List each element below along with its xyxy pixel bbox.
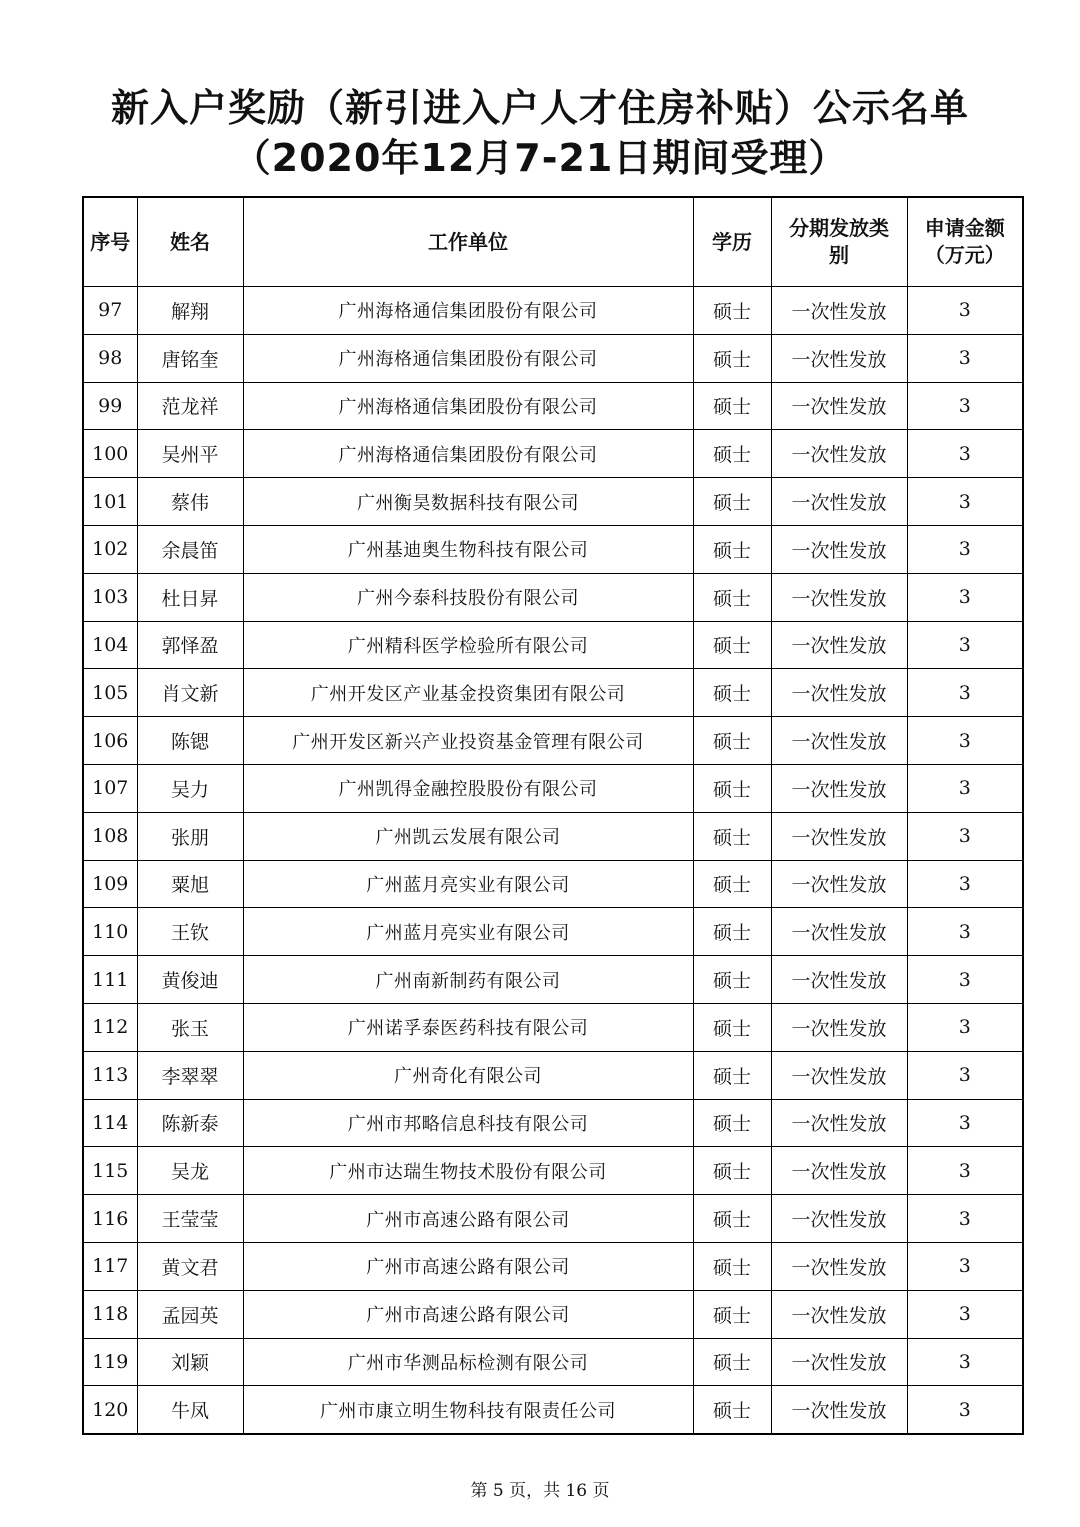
cell-amount: 3: [907, 1003, 1023, 1051]
table-header-row: [83, 197, 1023, 287]
cell-seq: 98: [83, 334, 137, 382]
cell-seq: 97: [83, 287, 137, 335]
cell-amount: 3: [907, 669, 1023, 717]
cell-degree: 硕士: [693, 1386, 771, 1434]
table-row: [83, 669, 1023, 717]
cell-amount: 3: [907, 1242, 1023, 1290]
table-row: [83, 430, 1023, 478]
cell-name: 孟园英: [137, 1290, 243, 1338]
cell-category: 一次性发放: [771, 764, 907, 812]
cell-seq: 119: [83, 1338, 137, 1386]
cell-seq: 102: [83, 525, 137, 573]
cell-amount: 3: [907, 334, 1023, 382]
table-row: [83, 860, 1023, 908]
header-category: 分期发放类别: [771, 197, 907, 287]
cell-unit: 广州衡昊数据科技有限公司: [243, 478, 693, 526]
cell-degree: 硕士: [693, 478, 771, 526]
cell-name: 吴州平: [137, 430, 243, 478]
cell-amount: 3: [907, 525, 1023, 573]
cell-unit: 广州市高速公路有限公司: [243, 1242, 693, 1290]
cell-seq: 106: [83, 717, 137, 765]
cell-name: 陈新泰: [137, 1099, 243, 1147]
cell-degree: 硕士: [693, 860, 771, 908]
cell-name: 李翠翠: [137, 1051, 243, 1099]
table-row: [83, 1195, 1023, 1243]
cell-name: 牛凤: [137, 1386, 243, 1434]
cell-unit: 广州开发区新兴产业投资基金管理有限公司: [243, 717, 693, 765]
cell-category: 一次性发放: [771, 334, 907, 382]
cell-category: 一次性发放: [771, 1386, 907, 1434]
table-row: [83, 1242, 1023, 1290]
cell-unit: 广州市康立明生物科技有限责任公司: [243, 1386, 693, 1434]
cell-unit: 广州基迪奥生物科技有限公司: [243, 525, 693, 573]
table-row: [83, 1290, 1023, 1338]
cell-amount: 3: [907, 621, 1023, 669]
cell-unit: 广州诺孚泰医药科技有限公司: [243, 1003, 693, 1051]
cell-degree: 硕士: [693, 908, 771, 956]
cell-category: 一次性发放: [771, 573, 907, 621]
cell-unit: 广州市达瑞生物技术股份有限公司: [243, 1147, 693, 1195]
cell-degree: 硕士: [693, 1242, 771, 1290]
cell-seq: 120: [83, 1386, 137, 1434]
cell-degree: 硕士: [693, 1003, 771, 1051]
cell-seq: 109: [83, 860, 137, 908]
table-row: [83, 1147, 1023, 1195]
cell-name: 陈锶: [137, 717, 243, 765]
cell-unit: 广州南新制药有限公司: [243, 956, 693, 1004]
cell-degree: 硕士: [693, 1099, 771, 1147]
cell-category: 一次性发放: [771, 525, 907, 573]
cell-amount: 3: [907, 287, 1023, 335]
cell-category: 一次性发放: [771, 908, 907, 956]
cell-category: 一次性发放: [771, 1099, 907, 1147]
cell-name: 张朋: [137, 812, 243, 860]
cell-unit: 广州精科医学检验所有限公司: [243, 621, 693, 669]
cell-degree: 硕士: [693, 573, 771, 621]
table-row: [83, 1338, 1023, 1386]
cell-amount: 3: [907, 1338, 1023, 1386]
cell-category: 一次性发放: [771, 287, 907, 335]
header-name: 姓名: [137, 197, 243, 287]
cell-seq: 105: [83, 669, 137, 717]
cell-name: 粟旭: [137, 860, 243, 908]
cell-name: 唐铭奎: [137, 334, 243, 382]
cell-degree: 硕士: [693, 287, 771, 335]
cell-name: 吴龙: [137, 1147, 243, 1195]
cell-name: 解翔: [137, 287, 243, 335]
cell-unit: 广州今泰科技股份有限公司: [243, 573, 693, 621]
cell-name: 肖文新: [137, 669, 243, 717]
cell-degree: 硕士: [693, 1051, 771, 1099]
cell-seq: 100: [83, 430, 137, 478]
cell-seq: 101: [83, 478, 137, 526]
cell-category: 一次性发放: [771, 1290, 907, 1338]
table-row: [83, 621, 1023, 669]
cell-unit: 广州凯得金融控股股份有限公司: [243, 764, 693, 812]
cell-unit: 广州蓝月亮实业有限公司: [243, 908, 693, 956]
cell-unit: 广州市邦略信息科技有限公司: [243, 1099, 693, 1147]
cell-unit: 广州海格通信集团股份有限公司: [243, 382, 693, 430]
cell-seq: 104: [83, 621, 137, 669]
header-unit: 工作单位: [243, 197, 693, 287]
cell-amount: 3: [907, 908, 1023, 956]
cell-seq: 112: [83, 1003, 137, 1051]
table-row: [83, 525, 1023, 573]
cell-seq: 117: [83, 1242, 137, 1290]
cell-amount: 3: [907, 860, 1023, 908]
cell-amount: 3: [907, 1195, 1023, 1243]
cell-name: 杜日昇: [137, 573, 243, 621]
cell-category: 一次性发放: [771, 1195, 907, 1243]
cell-name: 张玉: [137, 1003, 243, 1051]
cell-category: 一次性发放: [771, 1242, 907, 1290]
cell-name: 刘颖: [137, 1338, 243, 1386]
cell-unit: 广州开发区产业基金投资集团有限公司: [243, 669, 693, 717]
cell-category: 一次性发放: [771, 478, 907, 526]
table-row: [83, 478, 1023, 526]
cell-degree: 硕士: [693, 1195, 771, 1243]
header-degree: 学历: [693, 197, 771, 287]
cell-unit: 广州海格通信集团股份有限公司: [243, 430, 693, 478]
cell-seq: 118: [83, 1290, 137, 1338]
page-subtitle: （2020年12月7-21日期间受理）: [232, 136, 848, 180]
table-row: [83, 1386, 1023, 1434]
table-row: [83, 1051, 1023, 1099]
table-row: [83, 1099, 1023, 1147]
cell-seq: 108: [83, 812, 137, 860]
cell-name: 吴力: [137, 764, 243, 812]
table-row: [83, 908, 1023, 956]
table-row: [83, 764, 1023, 812]
cell-category: 一次性发放: [771, 669, 907, 717]
table-row: [83, 956, 1023, 1004]
cell-name: 王钦: [137, 908, 243, 956]
cell-name: 郭怿盈: [137, 621, 243, 669]
cell-seq: 110: [83, 908, 137, 956]
cell-name: 黄文君: [137, 1242, 243, 1290]
cell-amount: 3: [907, 1051, 1023, 1099]
cell-unit: 广州奇化有限公司: [243, 1051, 693, 1099]
cell-amount: 3: [907, 1386, 1023, 1434]
table-row: [83, 1003, 1023, 1051]
table-row: [83, 717, 1023, 765]
cell-degree: 硕士: [693, 334, 771, 382]
cell-unit: 广州海格通信集团股份有限公司: [243, 287, 693, 335]
cell-degree: 硕士: [693, 812, 771, 860]
cell-seq: 113: [83, 1051, 137, 1099]
cell-seq: 111: [83, 956, 137, 1004]
cell-amount: 3: [907, 573, 1023, 621]
table-row: [83, 812, 1023, 860]
cell-degree: 硕士: [693, 430, 771, 478]
cell-degree: 硕士: [693, 1338, 771, 1386]
table-row: [83, 287, 1023, 335]
table-row: [83, 334, 1023, 382]
cell-degree: 硕士: [693, 621, 771, 669]
recipient-table: [82, 196, 1024, 1435]
cell-seq: 103: [83, 573, 137, 621]
cell-degree: 硕士: [693, 382, 771, 430]
cell-amount: 3: [907, 812, 1023, 860]
page-title: 新入户奖励（新引进入户人才住房补贴）公示名单: [110, 86, 969, 130]
cell-degree: 硕士: [693, 717, 771, 765]
cell-category: 一次性发放: [771, 860, 907, 908]
cell-name: 蔡伟: [137, 478, 243, 526]
header-amount: 申请金额（万元）: [907, 197, 1023, 287]
cell-degree: 硕士: [693, 1290, 771, 1338]
cell-amount: 3: [907, 1099, 1023, 1147]
cell-amount: 3: [907, 1290, 1023, 1338]
cell-amount: 3: [907, 382, 1023, 430]
cell-degree: 硕士: [693, 764, 771, 812]
cell-degree: 硕士: [693, 525, 771, 573]
cell-amount: 3: [907, 764, 1023, 812]
cell-amount: 3: [907, 430, 1023, 478]
cell-unit: 广州蓝月亮实业有限公司: [243, 860, 693, 908]
cell-category: 一次性发放: [771, 1003, 907, 1051]
page-footer: 第 5 页，共 16 页: [470, 1481, 610, 1501]
cell-unit: 广州市华测品标检测有限公司: [243, 1338, 693, 1386]
cell-unit: 广州海格通信集团股份有限公司: [243, 334, 693, 382]
cell-degree: 硕士: [693, 669, 771, 717]
cell-category: 一次性发放: [771, 956, 907, 1004]
table-body: [83, 287, 1023, 1435]
header-seq: 序号: [83, 197, 137, 287]
cell-seq: 116: [83, 1195, 137, 1243]
cell-amount: 3: [907, 717, 1023, 765]
table-row: [83, 382, 1023, 430]
cell-amount: 3: [907, 478, 1023, 526]
cell-category: 一次性发放: [771, 621, 907, 669]
cell-seq: 99: [83, 382, 137, 430]
cell-degree: 硕士: [693, 1147, 771, 1195]
cell-degree: 硕士: [693, 956, 771, 1004]
cell-seq: 107: [83, 764, 137, 812]
cell-category: 一次性发放: [771, 1147, 907, 1195]
cell-seq: 114: [83, 1099, 137, 1147]
cell-unit: 广州市高速公路有限公司: [243, 1290, 693, 1338]
cell-name: 王莹莹: [137, 1195, 243, 1243]
cell-name: 范龙祥: [137, 382, 243, 430]
cell-category: 一次性发放: [771, 1338, 907, 1386]
cell-category: 一次性发放: [771, 812, 907, 860]
cell-amount: 3: [907, 956, 1023, 1004]
table-row: [83, 573, 1023, 621]
cell-category: 一次性发放: [771, 717, 907, 765]
cell-unit: 广州市高速公路有限公司: [243, 1195, 693, 1243]
cell-name: 黄俊迪: [137, 956, 243, 1004]
cell-unit: 广州凯云发展有限公司: [243, 812, 693, 860]
cell-name: 余晨笛: [137, 525, 243, 573]
cell-category: 一次性发放: [771, 1051, 907, 1099]
cell-amount: 3: [907, 1147, 1023, 1195]
cell-category: 一次性发放: [771, 382, 907, 430]
cell-seq: 115: [83, 1147, 137, 1195]
cell-category: 一次性发放: [771, 430, 907, 478]
